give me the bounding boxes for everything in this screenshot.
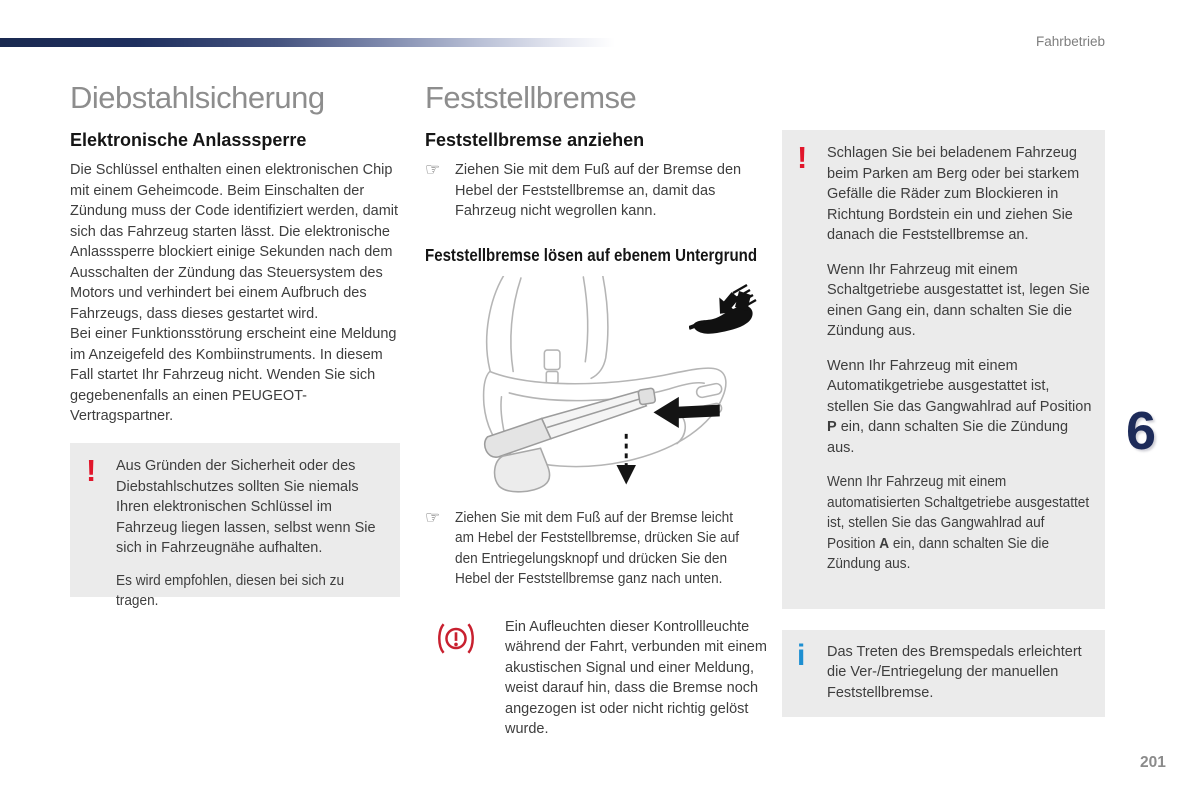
warning-paragraph: Wenn Ihr Fahrzeug mit einem Automatikgetriebe ausgestattet ist, stellen Sie das Gangwahlrad auf Position P ein, dann schalten Sie die Zündung aus. xyxy=(827,357,1092,456)
brake-warning-light-icon xyxy=(435,621,477,656)
pointer-hand-icon: ☞ xyxy=(425,160,441,180)
info-text: Das Treten des Bremspedals erleichtert die Ver-/Entriegelung der manuellen Feststellbremse. xyxy=(827,643,1082,701)
warning-text-secondary: Es wird empfohlen, diesen bei sich zu tragen. xyxy=(116,572,345,609)
warning-paragraph: Schlagen Sie bei beladenem Fahrzeug beim Parken am Berg oder bei starkem Gefälle die Räder zum Blockieren in Richtung Bordstein ein und ziehen Sie danach die Feststellbremse an. xyxy=(827,145,1080,243)
section-title-diebstahlsicherung: Diebstahlsicherung xyxy=(70,80,325,115)
gear-position-a: A xyxy=(879,535,890,552)
header-gradient-bar xyxy=(0,38,615,47)
subheading-anziehen: Feststellbremse anziehen xyxy=(425,130,645,151)
paragraph: Die Schlüssel enthalten einen elektronischen Chip mit einem Geheimcode. Beim Einschalten der Zündung muss der Code identifiziert werden, damit sich das Fahrzeug starten lässt. Die elektronische Anlasssperre blockiert einige Sekunden nach dem Ausschalten der Zündung das Steuersystem des Motors und verhindert bei einem Aufbruch des Fahrzeugs, dass dieses gestartet wird. xyxy=(70,162,399,322)
instruction-text: Ziehen Sie mit dem Fuß auf der Bremse den Hebel der Feststellbremse an, damit das Fahrzeug nicht wegrollen kann. xyxy=(455,162,742,220)
arrow-down-icon xyxy=(616,465,635,484)
warning-text: Aus Gründen der Sicherheit oder des Diebstahlschutzes sollten Sie niemals Ihren elektronischen Schlüssel im Fahrzeug liegen lassen, selbst wenn Sie sich in Fahrzeugnähe aufhalten. xyxy=(116,458,376,556)
gear-position-p: P xyxy=(827,419,837,435)
chapter-number-tab: 6 xyxy=(1126,401,1157,461)
warning-exclamation-icon: ! xyxy=(86,453,97,488)
instruction-step xyxy=(425,508,767,590)
warning-box-key xyxy=(70,443,400,609)
subheading-loesen: Feststellbremse lösen auf ebenem Untergrund xyxy=(425,244,758,265)
info-icon: i xyxy=(797,638,806,672)
running-header: Fahrbetrieb xyxy=(1035,34,1105,49)
foot-brake-pedal-icon xyxy=(689,281,761,343)
left-column xyxy=(70,81,402,427)
subheading-anlasssperre: Elektronische Anlasssperre xyxy=(70,130,307,151)
instruction-text: Ziehen Sie mit dem Fuß auf der Bremse leicht am Hebel der Feststellbremse, drücken Sie auf den Entriegelungsknopf und drücken Sie den Hebel der Feststellbremse ganz nach unten. xyxy=(455,509,740,588)
pointer-hand-icon: ☞ xyxy=(425,507,441,527)
info-box-brake-pedal xyxy=(782,630,1105,718)
seat-parking-brake-illustration xyxy=(425,276,767,505)
middle-column xyxy=(425,81,767,740)
page-number: 201 xyxy=(1140,754,1166,771)
warning-light-note xyxy=(425,617,767,740)
warning-box-parking xyxy=(782,130,1105,609)
instruction-step xyxy=(425,160,767,222)
warning-exclamation-icon: ! xyxy=(797,140,808,175)
paragraph: Bei einer Funktionsstörung erscheint eine Meldung im Anzeigefeld des Kombiinstruments. In diesem Fall startet Ihr Fahrzeug nicht. Wenden Sie sich gegebenenfalls an einen PEUGEOT-Vertragspartner. xyxy=(70,326,397,425)
right-column xyxy=(782,130,1105,717)
warning-paragraph: Wenn Ihr Fahrzeug mit einem automatisierten Schaltgetriebe ausgestattet ist, stellen Sie das Gangwahlrad auf Position A ein, dann schalten Sie die Zündung aus. xyxy=(827,474,1090,572)
section-title-feststellbremse: Feststellbremse xyxy=(425,80,637,115)
warning-paragraph: Wenn Ihr Fahrzeug mit einem Schaltgetriebe ausgestattet ist, legen Sie einen Gang ein, dann schalten Sie die Zündung aus. xyxy=(827,261,1090,339)
warning-light-text: Ein Aufleuchten dieser Kontrollleuchte während der Fahrt, verbunden mit einem akustischen Signal und einer Meldung, weist darauf hin, dass die Bremse noch angezogen ist oder nicht richtig gelöst wurde. xyxy=(505,618,767,738)
